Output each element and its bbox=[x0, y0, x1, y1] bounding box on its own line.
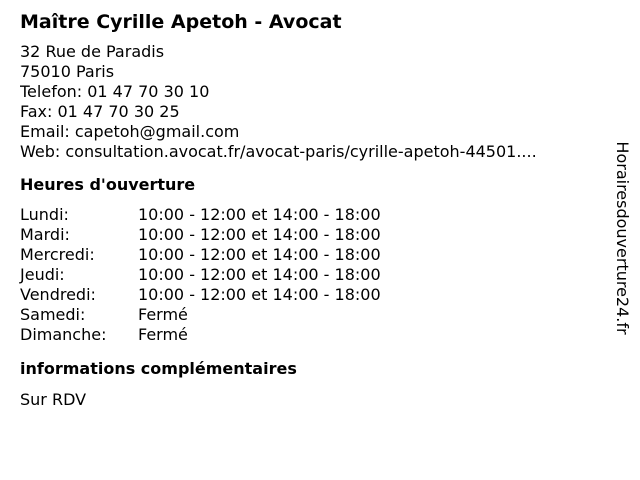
additional-info-text: Sur RDV bbox=[20, 390, 87, 409]
hours-row-tuesday bbox=[20, 225, 605, 245]
hours-day: Jeudi: bbox=[20, 265, 65, 284]
business-details bbox=[20, 10, 605, 410]
hours-row-saturday bbox=[20, 305, 605, 325]
hours-row-friday bbox=[20, 285, 605, 305]
hours-row-monday bbox=[20, 205, 605, 225]
contact-block bbox=[20, 42, 605, 162]
hours-time: 10:00 - 12:00 et 14:00 - 18:00 bbox=[138, 285, 381, 304]
hours-row-thursday bbox=[20, 265, 605, 285]
hours-day: Dimanche: bbox=[20, 325, 107, 344]
website-url: Web: consultation.avocat.fr/avocat-paris/cyrille-apetoh-44501.... bbox=[20, 142, 537, 161]
hours-time: 10:00 - 12:00 et 14:00 - 18:00 bbox=[138, 205, 381, 224]
hours-day: Mercredi: bbox=[20, 245, 95, 264]
business-name: Maître Cyrille Apetoh - Avocat bbox=[20, 11, 342, 33]
hours-day: Lundi: bbox=[20, 205, 69, 224]
opening-hours-table bbox=[20, 205, 605, 345]
hours-time: 10:00 - 12:00 et 14:00 - 18:00 bbox=[138, 245, 381, 264]
hours-day: Mardi: bbox=[20, 225, 70, 244]
site-watermark: Horairesdouverture24.fr bbox=[613, 141, 632, 335]
phone-number: Telefon: 01 47 70 30 10 bbox=[20, 82, 210, 101]
hours-day: Vendredi: bbox=[20, 285, 96, 304]
hours-row-sunday bbox=[20, 325, 605, 345]
hours-time: 10:00 - 12:00 et 14:00 - 18:00 bbox=[138, 265, 381, 284]
fax-number: Fax: 01 47 70 30 25 bbox=[20, 102, 180, 121]
additional-info-heading: informations complémentaires bbox=[20, 359, 297, 378]
hours-time: 10:00 - 12:00 et 14:00 - 18:00 bbox=[138, 225, 381, 244]
hours-row-wednesday bbox=[20, 245, 605, 265]
address-city: 75010 Paris bbox=[20, 62, 115, 81]
address-street: 32 Rue de Paradis bbox=[20, 42, 165, 61]
email-address: Email: capetoh@gmail.com bbox=[20, 122, 240, 141]
hours-time: Fermé bbox=[138, 325, 188, 344]
hours-day: Samedi: bbox=[20, 305, 86, 324]
opening-hours-heading: Heures d'ouverture bbox=[20, 175, 196, 194]
hours-time: Fermé bbox=[138, 305, 188, 324]
